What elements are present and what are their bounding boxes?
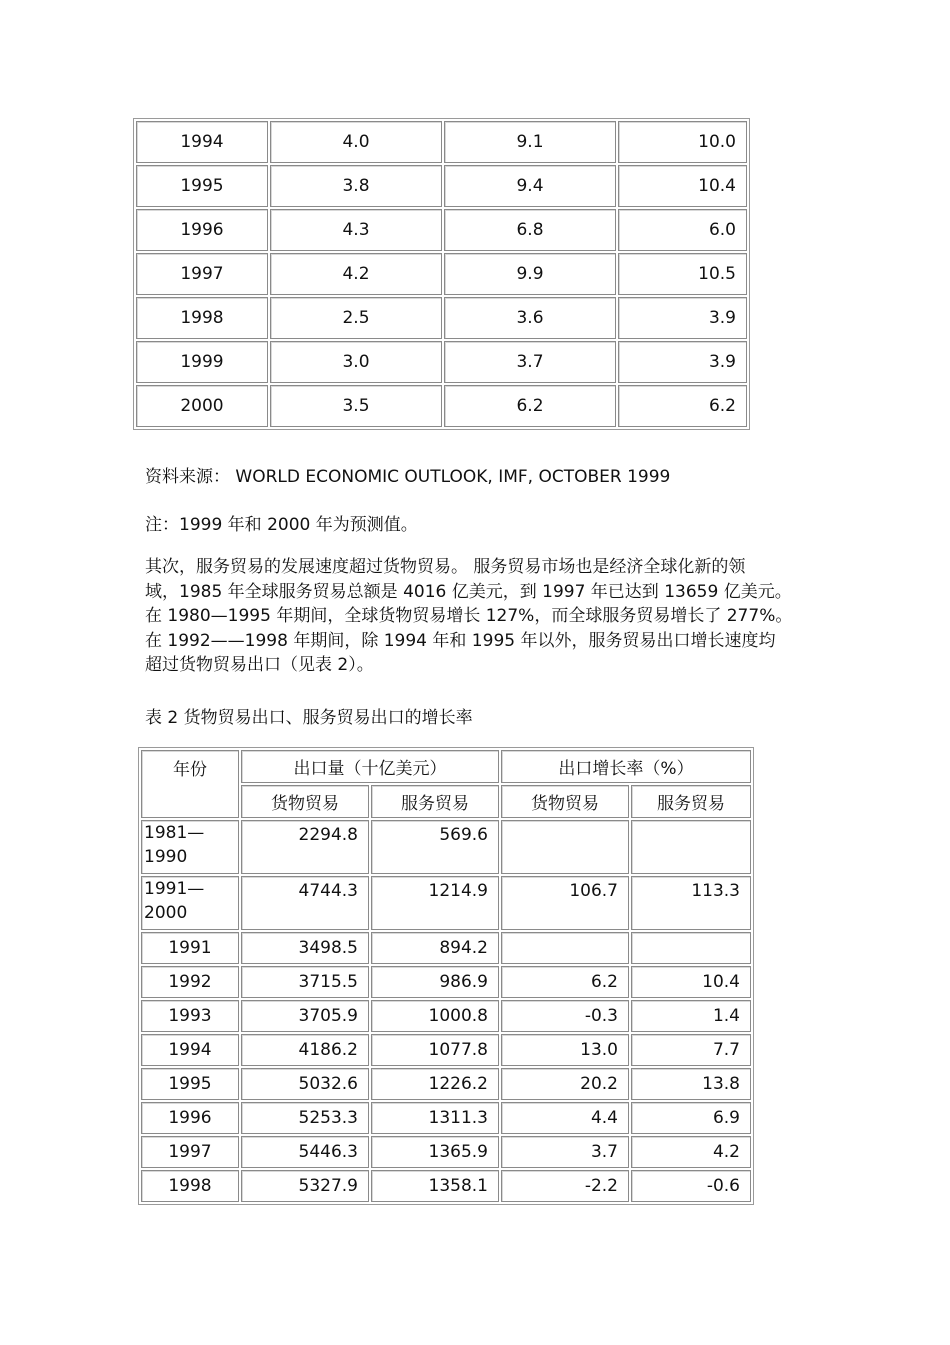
services-volume-cell: 1358.1 xyxy=(371,1170,499,1202)
source-line: 资料来源： WORLD ECONOMIC OUTLOOK, IMF, OCTOBER 1999 xyxy=(145,467,671,487)
table-cell: 4.2 xyxy=(270,253,442,295)
table-row xyxy=(141,1034,751,1066)
table-row xyxy=(141,1000,751,1032)
services-rate-cell xyxy=(631,932,751,964)
paragraph-line: 超过货物贸易出口（见表 2）。 xyxy=(145,655,374,675)
year-cell: 1996 xyxy=(141,1102,239,1134)
services-header: 服务贸易 xyxy=(371,785,499,818)
table-row xyxy=(141,1102,751,1134)
goods-volume-cell: 3705.9 xyxy=(241,1000,369,1032)
table-cell: 4.3 xyxy=(270,209,442,251)
services-volume-cell: 986.9 xyxy=(371,966,499,998)
year-cell: 1991 xyxy=(141,932,239,964)
year-range-end: 1990 xyxy=(144,847,188,867)
table-cell: 3.0 xyxy=(270,341,442,383)
year-cell: 1992 xyxy=(141,966,239,998)
year-range-start: 1991— xyxy=(144,879,205,899)
table-cell: 6.2 xyxy=(444,385,616,427)
goods-header: 货物贸易 xyxy=(241,785,369,818)
services-rate-cell: -0.6 xyxy=(631,1170,751,1202)
goods-rate-header: 货物贸易 xyxy=(501,785,629,818)
export-growth-table xyxy=(138,747,754,1205)
goods-volume-cell: 5327.9 xyxy=(241,1170,369,1202)
year-cell: 1998 xyxy=(141,1170,239,1202)
table-cell: 10.4 xyxy=(618,165,747,207)
goods-volume-cell: 5446.3 xyxy=(241,1136,369,1168)
services-rate-cell: 6.9 xyxy=(631,1102,751,1134)
services-volume-cell: 1000.8 xyxy=(371,1000,499,1032)
goods-rate-cell: 13.0 xyxy=(501,1034,629,1066)
growth-header: 出口增长率（%） xyxy=(501,750,751,783)
goods-volume-cell: 3715.5 xyxy=(241,966,369,998)
services-rate-cell: 113.3 xyxy=(631,876,751,930)
goods-rate-cell: 6.2 xyxy=(501,966,629,998)
table-row xyxy=(141,1068,751,1100)
services-rate-cell: 10.4 xyxy=(631,966,751,998)
goods-volume-cell: 4186.2 xyxy=(241,1034,369,1066)
table-cell: 4.0 xyxy=(270,121,442,163)
table-header-row xyxy=(141,750,751,783)
table-cell: 10.5 xyxy=(618,253,747,295)
paragraph-line: 域，1985 年全球服务贸易总额是 4016 亿美元，到 1997 年已达到 13659 亿美元。 xyxy=(145,581,792,602)
table-cell: 3.7 xyxy=(444,341,616,383)
services-volume-cell: 1077.8 xyxy=(371,1034,499,1066)
services-rate-cell: 7.7 xyxy=(631,1034,751,1066)
year-cell: 1994 xyxy=(141,1034,239,1066)
table-caption: 表 2 货物贸易出口、服务贸易出口的增长率 xyxy=(145,708,473,728)
body-paragraph xyxy=(145,555,815,678)
table-cell: 9.4 xyxy=(444,165,616,207)
goods-rate-cell: 3.7 xyxy=(501,1136,629,1168)
goods-rate-cell: -2.2 xyxy=(501,1170,629,1202)
table-cell: 9.1 xyxy=(444,121,616,163)
table-cell: 2.5 xyxy=(270,297,442,339)
services-rate-header: 服务贸易 xyxy=(631,785,751,818)
services-volume-cell: 1365.9 xyxy=(371,1136,499,1168)
year-cell: 1995 xyxy=(136,165,268,207)
goods-volume-cell: 3498.5 xyxy=(241,932,369,964)
year-header: 年份 xyxy=(141,750,239,818)
table-cell: 3.8 xyxy=(270,165,442,207)
table-row xyxy=(136,341,747,383)
table-row xyxy=(136,165,747,207)
table-row xyxy=(141,1136,751,1168)
table-cell: 6.0 xyxy=(618,209,747,251)
goods-rate-cell xyxy=(501,820,629,874)
year-cell: 1996 xyxy=(136,209,268,251)
goods-volume-cell: 2294.8 xyxy=(241,820,369,874)
goods-rate-cell: 106.7 xyxy=(501,876,629,930)
table-cell: 3.9 xyxy=(618,341,747,383)
goods-volume-cell: 5253.3 xyxy=(241,1102,369,1134)
services-rate-cell xyxy=(631,820,751,874)
year-cell: 1994 xyxy=(136,121,268,163)
services-rate-cell: 4.2 xyxy=(631,1136,751,1168)
table-row xyxy=(136,121,747,163)
year-cell: 1997 xyxy=(141,1136,239,1168)
services-volume-cell: 569.6 xyxy=(371,820,499,874)
paragraph-line: 在 1980—1995 年期间，全球货物贸易增长 127%，而全球服务贸易增长了 277%。 xyxy=(145,606,793,626)
paragraph-line: 其次，服务贸易的发展速度超过货物贸易。 服务贸易市场也是经济全球化新的领 xyxy=(145,557,746,577)
table-row xyxy=(141,1170,751,1202)
goods-volume-cell: 4744.3 xyxy=(241,876,369,930)
goods-rate-cell: 20.2 xyxy=(501,1068,629,1100)
year-cell: 1997 xyxy=(136,253,268,295)
table-row xyxy=(136,385,747,427)
table-row xyxy=(136,253,747,295)
table-cell: 10.0 xyxy=(618,121,747,163)
table-row xyxy=(141,820,751,874)
table-cell: 6.2 xyxy=(618,385,747,427)
year-cell: 1995 xyxy=(141,1068,239,1100)
table-cell: 3.5 xyxy=(270,385,442,427)
table-cell: 3.9 xyxy=(618,297,747,339)
goods-rate-cell xyxy=(501,932,629,964)
table-row xyxy=(136,209,747,251)
year-range-end: 2000 xyxy=(144,903,188,923)
services-volume-cell: 894.2 xyxy=(371,932,499,964)
table-cell: 6.8 xyxy=(444,209,616,251)
table-row xyxy=(141,876,751,930)
year-cell: 2000 xyxy=(136,385,268,427)
paragraph-line: 在 1992——1998 年期间，除 1994 年和 1995 年以外，服务贸易出口增长速度均 xyxy=(145,630,776,651)
table-row xyxy=(136,297,747,339)
services-rate-cell: 13.8 xyxy=(631,1068,751,1100)
table-row xyxy=(141,966,751,998)
goods-rate-cell: 4.4 xyxy=(501,1102,629,1134)
year-range-cell xyxy=(141,820,239,874)
note-line: 注：1999 年和 2000 年为预测值。 xyxy=(145,515,418,535)
goods-rate-cell: -0.3 xyxy=(501,1000,629,1032)
services-rate-cell: 1.4 xyxy=(631,1000,751,1032)
year-cell: 1998 xyxy=(136,297,268,339)
table-cell: 9.9 xyxy=(444,253,616,295)
year-cell: 1993 xyxy=(141,1000,239,1032)
year-range-cell xyxy=(141,876,239,930)
services-volume-cell: 1226.2 xyxy=(371,1068,499,1100)
goods-volume-cell: 5032.6 xyxy=(241,1068,369,1100)
services-volume-cell: 1214.9 xyxy=(371,876,499,930)
volume-header: 出口量（十亿美元） xyxy=(241,750,499,783)
year-range-start: 1981— xyxy=(144,823,205,843)
table-row xyxy=(141,932,751,964)
services-volume-cell: 1311.3 xyxy=(371,1102,499,1134)
year-cell: 1999 xyxy=(136,341,268,383)
table-cell: 3.6 xyxy=(444,297,616,339)
growth-table-top xyxy=(133,118,750,430)
